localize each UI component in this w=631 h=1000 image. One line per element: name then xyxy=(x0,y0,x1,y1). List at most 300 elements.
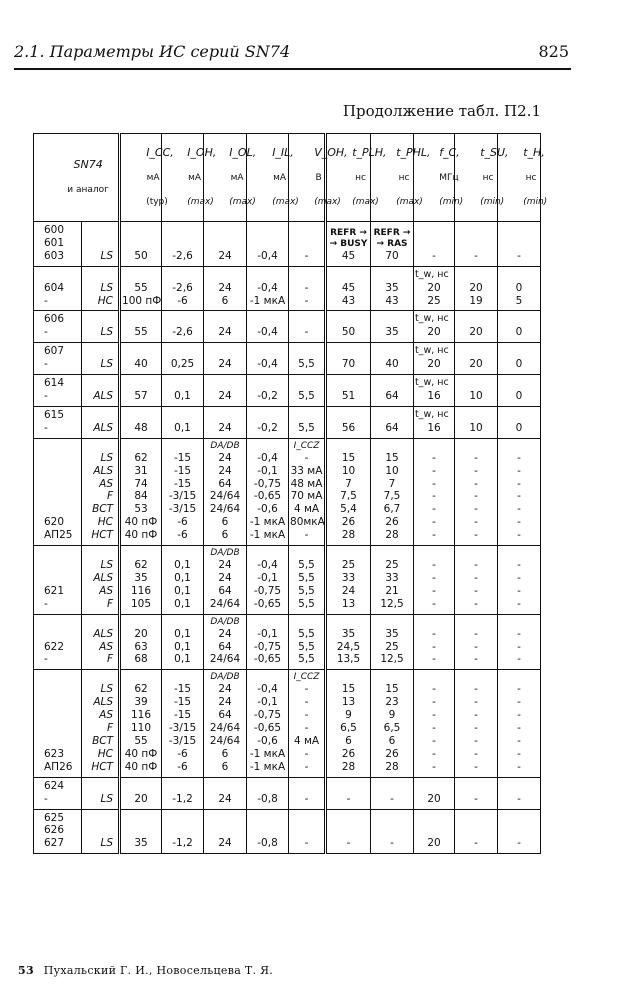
cell-number-value: 615 - xyxy=(44,408,65,434)
cell-voh-value: - 33 мА 48 мА 70 мА 4 мА 80мкА - xyxy=(290,451,325,542)
cell-tplh xyxy=(326,343,371,375)
subheader-label: DA/DB xyxy=(210,440,240,451)
cell-type xyxy=(82,438,120,545)
parameters-table xyxy=(33,133,548,854)
cell-th-value: 0 xyxy=(515,389,523,402)
subheader-label: DA/DB xyxy=(210,548,240,559)
cell-icc xyxy=(120,670,162,777)
cell-tsu-value: 10 xyxy=(469,389,483,402)
cell-th xyxy=(498,343,541,375)
col-header-ioh: I_OH, мА (max) xyxy=(162,134,204,222)
cell-tphl-value: - xyxy=(390,792,394,805)
cell-number xyxy=(34,406,82,438)
tw-label: t_w, нс xyxy=(415,268,449,280)
cell-tplh-value: 56 xyxy=(341,421,356,434)
cell-icc xyxy=(120,406,162,438)
cell-ioh xyxy=(162,311,204,343)
cell-type-value: LS xyxy=(100,792,114,805)
cell-th-value: - - - - - - - xyxy=(517,683,521,773)
cell-tplh xyxy=(326,375,371,407)
cell-tphl xyxy=(371,438,414,545)
cell-icc-value: 62 31 74 84 53 40 пФ 40 пФ xyxy=(124,451,158,542)
cell-iil-value: -0,4 xyxy=(257,249,278,262)
cell-type xyxy=(82,311,120,343)
cell-ioh xyxy=(162,343,204,375)
col-header-icc: I_CC, мА (typ) xyxy=(120,134,162,222)
cell-fc-value: 20 xyxy=(427,837,441,850)
cell-tsu xyxy=(455,311,498,343)
cell-number-value: 625 626 627 xyxy=(44,811,65,850)
cell-number-value: 620 АП25 xyxy=(44,516,73,542)
cell-th-value: - - - - xyxy=(517,559,521,610)
signal-note: REFR → → RAS xyxy=(373,227,411,249)
tw-label: t_w, нс xyxy=(415,377,449,389)
cell-ioh xyxy=(162,546,204,615)
cell-th-value: - xyxy=(517,249,521,262)
cell-type-value: LS xyxy=(100,249,114,262)
col-header-iil: I_IL, мА (max) xyxy=(247,134,289,222)
cell-ioh xyxy=(162,438,204,545)
cell-tplh-value: 15 10 7 7,5 5,4 26 28 xyxy=(340,451,357,542)
cell-voh-value: - - xyxy=(304,281,309,307)
cell-th-value: 0 xyxy=(515,358,523,371)
cell-number xyxy=(34,614,82,670)
cell-voh-value: 5,5 xyxy=(298,358,315,371)
cell-tphl xyxy=(371,222,414,267)
cell-iol xyxy=(204,222,247,267)
cell-tplh-value: - xyxy=(346,837,351,850)
cell-type-value: LS HC xyxy=(97,281,114,307)
cell-tsu xyxy=(455,546,498,615)
cell-tphl xyxy=(371,809,414,854)
cell-iil xyxy=(247,406,289,438)
cell-voh-value: - - - - 4 мА - - xyxy=(293,683,320,773)
cell-tsu xyxy=(455,406,498,438)
cell-fc xyxy=(414,266,455,311)
cell-th xyxy=(498,809,541,854)
cell-type xyxy=(82,614,120,670)
table-row xyxy=(34,343,541,375)
table-caption: Продолжение табл. П2.1 xyxy=(342,102,541,120)
cell-voh xyxy=(289,222,326,267)
cell-fc-value: - - - xyxy=(432,627,436,666)
cell-tsu xyxy=(455,375,498,407)
cell-voh xyxy=(289,266,326,311)
cell-fc xyxy=(414,614,455,670)
cell-voh-value: - xyxy=(304,837,309,850)
cell-type xyxy=(82,266,120,311)
header-rule xyxy=(14,68,571,70)
cell-voh-value: - xyxy=(304,249,309,262)
cell-number xyxy=(34,809,82,854)
cell-iol xyxy=(204,266,247,311)
cell-type-value: LS ALS AS F xyxy=(93,559,114,610)
cell-tsu xyxy=(455,809,498,854)
table-row xyxy=(34,375,541,407)
cell-fc xyxy=(414,343,455,375)
cell-iil-value: -0,4 -0,1 -0,75 -0,65 -0,6 -1 мкА -1 мкА xyxy=(249,683,286,773)
cell-tsu-value: 20 xyxy=(469,358,483,371)
cell-icc-value: 62 35 116 105 xyxy=(130,559,152,610)
cell-tphl xyxy=(371,670,414,777)
col-header-th: t_H, нс (min) xyxy=(498,134,541,222)
cell-iil xyxy=(247,311,289,343)
cell-tsu-value: - xyxy=(474,837,478,850)
cell-voh xyxy=(289,438,326,545)
cell-icc xyxy=(120,546,162,615)
cell-tplh-value: 25 33 24 13 xyxy=(341,559,356,610)
cell-number xyxy=(34,670,82,777)
cell-tphl xyxy=(371,375,414,407)
cell-type-value: ALS xyxy=(93,389,114,402)
cell-fc-value: - - - - xyxy=(432,559,436,610)
cell-th xyxy=(498,546,541,615)
cell-voh xyxy=(289,546,326,615)
cell-fc-value: 16 xyxy=(427,421,441,434)
page-footer xyxy=(18,964,273,977)
cell-tphl xyxy=(371,311,414,343)
table-row xyxy=(34,222,541,267)
cell-icc xyxy=(120,311,162,343)
cell-iol-value: 24 24 64 24/64 24/64 6 6 xyxy=(209,683,241,773)
cell-tplh xyxy=(326,777,371,809)
cell-fc-value: 16 xyxy=(427,389,441,402)
cell-fc xyxy=(414,546,455,615)
cell-iol-value: 24 64 24/64 xyxy=(209,627,241,666)
cell-ioh-value: -2,6 xyxy=(172,326,193,339)
cell-icc-value: 48 xyxy=(134,421,148,434)
cell-ioh xyxy=(162,809,204,854)
table-header-row xyxy=(34,134,541,222)
cell-ioh-value: -1,2 xyxy=(172,837,193,850)
cell-tphl-value: 35 43 xyxy=(385,281,399,307)
cell-th xyxy=(498,222,541,267)
cell-number-value: 604 - xyxy=(44,281,65,307)
cell-ioh xyxy=(162,375,204,407)
cell-fc xyxy=(414,777,455,809)
cell-number xyxy=(34,311,82,343)
cell-number xyxy=(34,546,82,615)
cell-iol-value: 24 xyxy=(218,326,232,339)
cell-tplh xyxy=(326,406,371,438)
cell-fc xyxy=(414,809,455,854)
cell-ioh-value: -2,6 xyxy=(172,249,193,262)
cell-tplh xyxy=(326,614,371,670)
footer-authors: Пухальский Г. И., Новосельцева Т. Я. xyxy=(43,964,274,977)
cell-iol xyxy=(204,343,247,375)
cell-iol-value: 24 xyxy=(218,837,232,850)
cell-number-value: 621 - xyxy=(44,584,65,610)
cell-fc-value: 20 xyxy=(427,358,441,371)
cell-iil-value: -0,4 -1 мкА xyxy=(249,281,286,307)
cell-tsu-value: 20 xyxy=(469,326,483,339)
cell-iol-value: 24 24 64 24/64 24/64 6 6 xyxy=(209,451,241,542)
cell-ioh-value: -15 -15 -15 -3/15 -3/15 -6 -6 xyxy=(168,451,197,542)
cell-ioh-value: 0,1 xyxy=(174,421,191,434)
cell-type xyxy=(82,546,120,615)
cell-icc-value: 50 xyxy=(134,249,148,262)
cell-iil-value: -0,2 xyxy=(257,389,278,402)
cell-icc xyxy=(120,777,162,809)
cell-ioh-value: -15 -15 -15 -3/15 -3/15 -6 -6 xyxy=(168,683,197,773)
table-row xyxy=(34,670,541,777)
cell-voh-value: 5,5 5,5 5,5 xyxy=(298,627,315,666)
cell-type xyxy=(82,343,120,375)
cell-icc-value: 57 xyxy=(134,389,148,402)
cell-tplh-value: 35 24,5 13,5 xyxy=(336,627,361,666)
cell-th-value: - - - xyxy=(517,627,521,666)
cell-tplh xyxy=(326,266,371,311)
cell-iil xyxy=(247,438,289,545)
cell-number-value: 614 - xyxy=(44,377,65,402)
cell-tsu-value: - - - - - - - xyxy=(474,451,478,542)
table-row xyxy=(34,809,541,854)
cell-fc-value: 20 xyxy=(427,792,441,805)
cell-tsu xyxy=(455,777,498,809)
cell-voh xyxy=(289,614,326,670)
cell-number xyxy=(34,777,82,809)
cell-tplh-value: 50 xyxy=(341,326,356,339)
cell-voh-value: - xyxy=(304,326,309,339)
cell-icc-value: 20 xyxy=(134,792,148,805)
cell-fc-value: - - - - - - - xyxy=(432,683,436,773)
cell-tsu-value: - xyxy=(474,249,478,262)
cell-ioh xyxy=(162,406,204,438)
cell-voh xyxy=(289,809,326,854)
cell-ioh-value: 0,25 xyxy=(170,358,195,371)
cell-tplh xyxy=(326,311,371,343)
cell-iil xyxy=(247,266,289,311)
cell-fc xyxy=(414,670,455,777)
cell-iol xyxy=(204,809,247,854)
cell-iol-value: 24 xyxy=(218,421,232,434)
cell-tsu xyxy=(455,614,498,670)
cell-th xyxy=(498,777,541,809)
cell-voh-value: 5,5 xyxy=(298,421,315,434)
cell-iol xyxy=(204,375,247,407)
cell-tphl xyxy=(371,777,414,809)
subheader-label: DA/DB xyxy=(210,672,240,683)
table-row xyxy=(34,438,541,545)
cell-voh xyxy=(289,777,326,809)
cell-icc xyxy=(120,438,162,545)
cell-voh-value: - xyxy=(304,792,309,805)
cell-number xyxy=(34,438,82,545)
cell-voh xyxy=(289,311,326,343)
cell-type xyxy=(82,222,120,267)
cell-tsu-value: 10 xyxy=(469,421,483,434)
table-row xyxy=(34,614,541,670)
cell-iol xyxy=(204,777,247,809)
cell-th xyxy=(498,266,541,311)
table-row xyxy=(34,311,541,343)
cell-tplh-value: 70 xyxy=(341,358,356,371)
cell-iil xyxy=(247,614,289,670)
cell-ioh-value: 0,1 0,1 0,1 0,1 xyxy=(174,559,191,610)
cell-number-value: 600 601 603 xyxy=(44,224,65,262)
cell-tphl-value: 15 10 7 7,5 6,7 26 28 xyxy=(383,451,401,542)
cell-tphl xyxy=(371,343,414,375)
cell-voh xyxy=(289,375,326,407)
cell-number xyxy=(34,375,82,407)
cell-fc xyxy=(414,222,455,267)
cell-number-value: 622 - xyxy=(44,640,65,666)
cell-icc xyxy=(120,809,162,854)
cell-tsu xyxy=(455,670,498,777)
cell-ioh-value: 0,1 xyxy=(174,389,191,402)
cell-type xyxy=(82,777,120,809)
cell-tsu-value: - - - xyxy=(474,627,478,666)
col-header-iol: I_OL, мА (max) xyxy=(204,134,247,222)
cell-iol-value: 24 xyxy=(218,792,232,805)
cell-fc-value: 20 xyxy=(427,326,441,339)
table-row xyxy=(34,777,541,809)
cell-number-value: 624 - xyxy=(44,779,65,805)
cell-tphl-value: 64 xyxy=(385,421,399,434)
cell-tphl-value: - xyxy=(390,837,394,850)
cell-th xyxy=(498,614,541,670)
cell-icc-value: 35 xyxy=(134,837,148,850)
cell-th-value: 0 5 xyxy=(515,281,523,307)
cell-th-value: - - - - - - - xyxy=(517,451,521,542)
cell-icc xyxy=(120,343,162,375)
tw-label: t_w, нс xyxy=(415,345,449,357)
cell-tsu xyxy=(455,266,498,311)
cell-iil xyxy=(247,375,289,407)
cell-type-value: LS ALS AS F BCT HC HCT xyxy=(91,451,114,542)
cell-th xyxy=(498,438,541,545)
col-header-series: SN74 и аналог xyxy=(34,134,120,222)
cell-th-value: - xyxy=(517,837,521,850)
cell-tplh xyxy=(326,809,371,854)
cell-number-value: 623 АП26 xyxy=(44,747,73,773)
cell-tplh xyxy=(326,546,371,615)
cell-type-value: ALS AS F xyxy=(93,627,114,666)
cell-iil-value: -0,4 -0,1 -0,75 -0,65 -0,6 -1 мкА -1 мкА xyxy=(249,451,286,542)
cell-number xyxy=(34,266,82,311)
cell-icc-value: 20 63 68 xyxy=(134,627,148,666)
cell-type-value: LS ALS AS F BCT HC HCT xyxy=(91,683,114,773)
cell-iol xyxy=(204,311,247,343)
cell-tphl xyxy=(371,614,414,670)
cell-type-value: LS xyxy=(100,358,114,371)
cell-fc xyxy=(414,311,455,343)
cell-iil xyxy=(247,222,289,267)
cell-iil xyxy=(247,809,289,854)
col-header-tphl: t_PHL, нс (max) xyxy=(371,134,414,222)
cell-iol xyxy=(204,406,247,438)
cell-tplh-value: - xyxy=(346,792,351,805)
cell-tplh xyxy=(326,438,371,545)
cell-iil xyxy=(247,670,289,777)
cell-iol-value: 24 xyxy=(218,389,232,402)
cell-tsu-value: - xyxy=(474,792,478,805)
col-header-fc: f_C, МГц (min) xyxy=(414,134,455,222)
cell-fc xyxy=(414,375,455,407)
cell-ioh-value: 0,1 0,1 0,1 xyxy=(174,627,191,666)
cell-tsu-value: - - - - xyxy=(474,559,478,610)
cell-tphl-value: 35 xyxy=(385,326,399,339)
cell-th-value: 0 xyxy=(515,421,523,434)
cell-iil-value: -0,8 xyxy=(257,792,278,805)
cell-tphl xyxy=(371,546,414,615)
cell-type-value: LS xyxy=(100,837,114,850)
cell-number-value: 606 - xyxy=(44,313,65,339)
cell-icc-value: 55 100 пФ xyxy=(122,281,162,307)
cell-iil xyxy=(247,777,289,809)
col-header-tplh: t_PLH, нс (max) xyxy=(326,134,371,222)
cell-iol xyxy=(204,670,247,777)
cell-iol-value: 24 xyxy=(218,249,232,262)
cell-fc-value: - xyxy=(432,249,436,262)
cell-tsu xyxy=(455,222,498,267)
cell-ioh xyxy=(162,670,204,777)
cell-iil-value: -0,4 xyxy=(257,358,278,371)
tw-label: t_w, нс xyxy=(415,313,449,325)
cell-tphl xyxy=(371,406,414,438)
cell-number-value: 607 - xyxy=(44,345,65,371)
cell-ioh-value: -2,6 -6 xyxy=(172,281,193,307)
col-header-tsu: t_SU, нс (min) xyxy=(455,134,498,222)
cell-type xyxy=(82,670,120,777)
cell-tsu xyxy=(455,438,498,545)
cell-type xyxy=(82,406,120,438)
cell-type xyxy=(82,375,120,407)
signal-note: REFR → → BUSY xyxy=(329,227,368,249)
cell-fc-value: 20 25 xyxy=(427,281,441,307)
cell-tphl-value: 25 33 21 12,5 xyxy=(380,559,404,610)
cell-icc-value: 62 39 116 110 55 40 пФ 40 пФ xyxy=(124,683,158,773)
table-row xyxy=(34,546,541,615)
cell-iil xyxy=(247,546,289,615)
cell-iol xyxy=(204,614,247,670)
cell-iol-value: 24 24 64 24/64 xyxy=(209,559,241,610)
cell-voh-value: 5,5 xyxy=(298,389,315,402)
cell-th xyxy=(498,375,541,407)
cell-iil-value: -0,8 xyxy=(257,837,278,850)
cell-tplh-value: 51 xyxy=(341,389,356,402)
cell-ioh-value: -1,2 xyxy=(172,792,193,805)
page-number: 825 xyxy=(538,42,569,61)
subheader-label: I_CCZ xyxy=(293,440,320,451)
cell-number xyxy=(34,343,82,375)
running-header-section: 2.1. Параметры ИС серий SN74 xyxy=(14,42,291,61)
cell-tplh-value: 15 13 9 6,5 6 26 28 xyxy=(340,683,357,773)
footer-sheet-number: 53 xyxy=(18,964,34,977)
cell-iol-value: 24 xyxy=(218,358,232,371)
cell-iil-value: -0,4 xyxy=(257,326,278,339)
cell-tsu xyxy=(455,343,498,375)
cell-tsu-value: - - - - - - - xyxy=(474,683,478,773)
cell-tplh-value: 45 xyxy=(341,249,356,262)
cell-tplh-value: 45 43 xyxy=(341,281,356,307)
cell-tphl-value: 64 xyxy=(385,389,399,402)
cell-icc xyxy=(120,266,162,311)
cell-th-value: 0 xyxy=(515,326,523,339)
cell-iol xyxy=(204,546,247,615)
cell-iil-value: -0,2 xyxy=(257,421,278,434)
cell-type-value: LS xyxy=(100,326,114,339)
cell-icc-value: 55 xyxy=(134,326,148,339)
cell-voh xyxy=(289,670,326,777)
cell-type xyxy=(82,809,120,854)
cell-fc-value: - - - - - - - xyxy=(432,451,436,542)
cell-icc xyxy=(120,222,162,267)
cell-voh xyxy=(289,343,326,375)
cell-voh xyxy=(289,406,326,438)
cell-tplh xyxy=(326,670,371,777)
cell-ioh xyxy=(162,266,204,311)
